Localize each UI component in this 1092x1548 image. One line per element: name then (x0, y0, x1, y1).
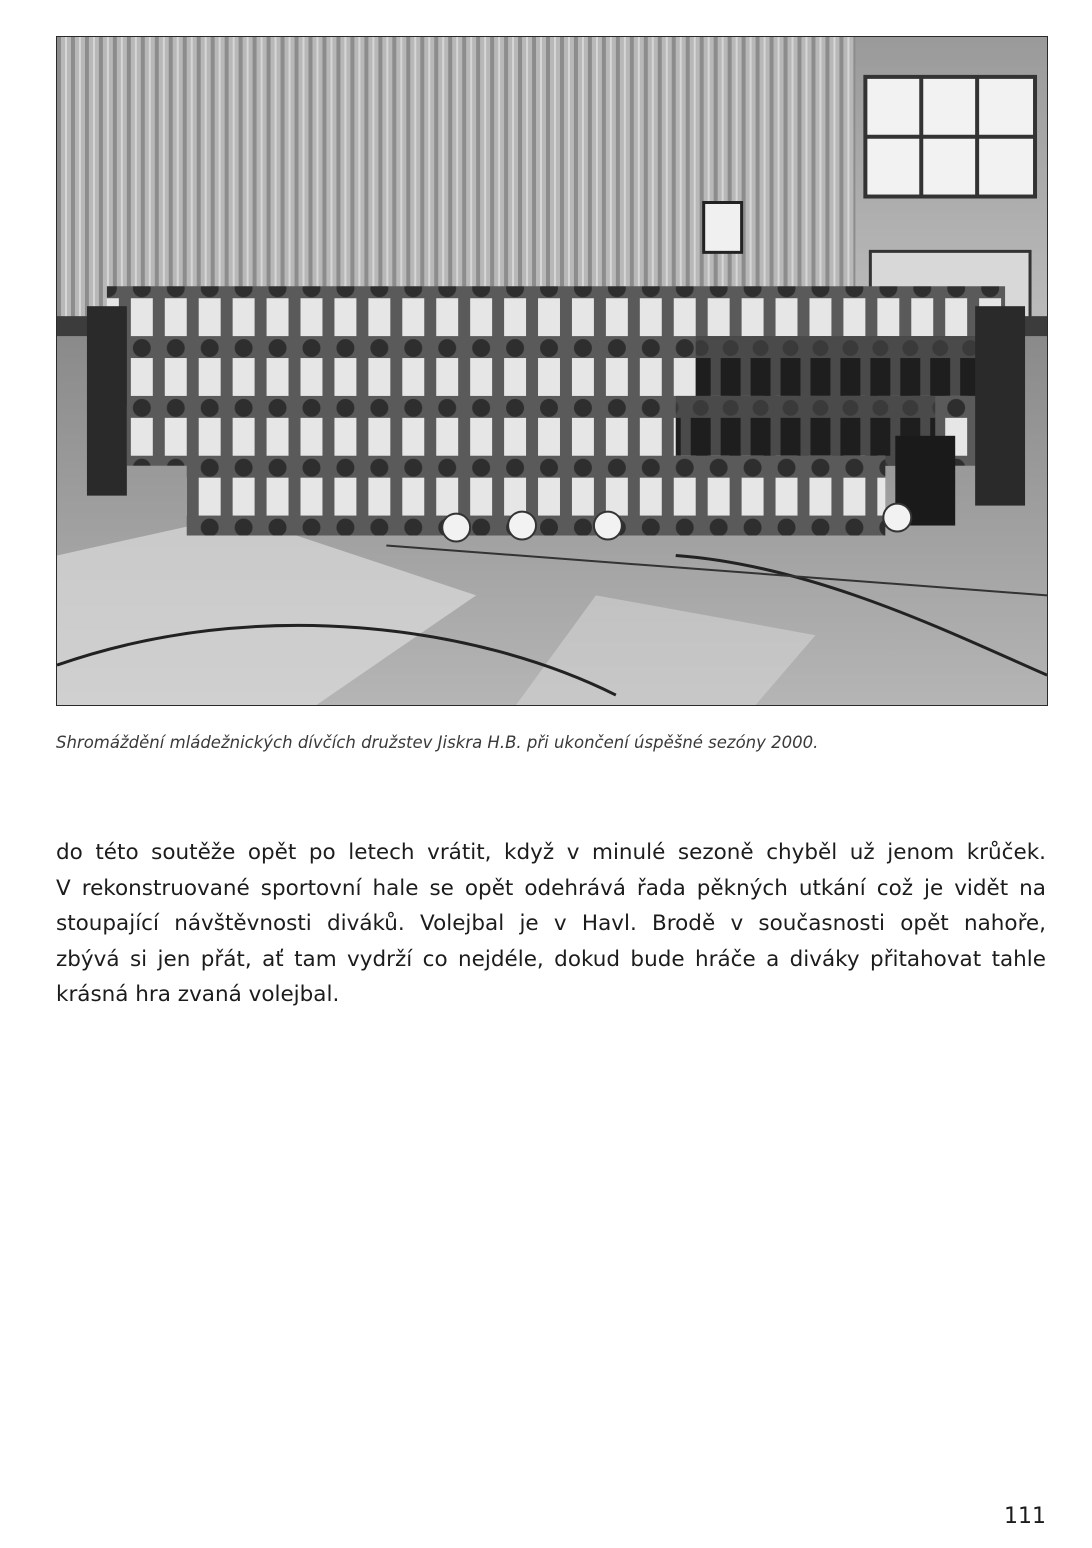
team-photo (56, 36, 1048, 706)
page-number: 111 (1004, 1504, 1046, 1529)
paragraph-line: zbývá si jen přát, ať tam vydrží co nejdéle, dokud bude hráče a diváky přitahovat tahle (56, 946, 1046, 972)
paragraph-line: krásná hra zvaná volejbal. (56, 982, 340, 1008)
paragraph-line: V rekonstruované sportovní hale se opět odehrává řada pěkných utkání což je vidět na (56, 875, 1046, 901)
gym-photo-illustration (57, 37, 1047, 705)
paragraph-line: do této soutěže opět po letech vrátit, když v minulé sezoně chyběl už jenom krůček. (56, 840, 1046, 865)
paragraph-line: stoupající návštěvnosti diváků. Volejbal je v Havl. Brodě v současnosti opět nahoře, (56, 911, 1046, 937)
photo-caption: Shromáždění mládežnických dívčích družstev Jiskra H.B. při ukončení úspěšné sezóny 2000. (56, 733, 819, 752)
body-paragraph (56, 835, 1046, 1013)
